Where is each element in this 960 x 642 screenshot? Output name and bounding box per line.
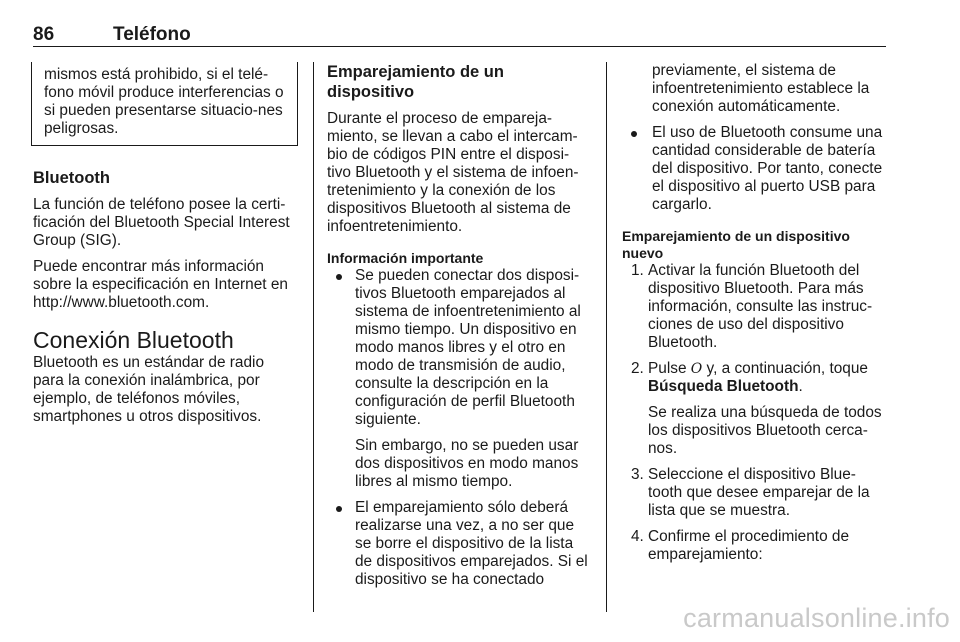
paragraph: La función de teléfono posee la certi-ficación del Bluetooth Special Interest Group (SIG). bbox=[33, 196, 290, 249]
column-right bbox=[622, 62, 886, 564]
list-item-text: El emparejamiento sólo deberá realizarse una vez, a no ser que se borre el dispositivo de la lista de dispositivos emparejados. Si el dispositivo se ha conectado bbox=[355, 499, 588, 588]
step-subtext: Se realiza una búsqueda de todos los dispositivos Bluetooth cerca-nos. bbox=[648, 404, 882, 457]
step-number: 3. bbox=[631, 466, 644, 483]
list-item bbox=[327, 499, 592, 589]
step-number: 1. bbox=[631, 262, 644, 279]
column-left bbox=[33, 62, 298, 426]
section-heading-emparejamiento: Emparejamiento de un dispositivo bbox=[327, 63, 504, 101]
menu-option-label: Búsqueda Bluetooth bbox=[648, 378, 799, 395]
bullet-icon bbox=[336, 506, 342, 512]
section-heading-bluetooth: Bluetooth bbox=[33, 169, 110, 187]
column-divider bbox=[313, 62, 314, 612]
step-number: 2. bbox=[631, 360, 644, 377]
page-title: Teléfono bbox=[113, 24, 191, 45]
list-item bbox=[327, 267, 592, 491]
list-item-subtext: Sin embargo, no se pueden usar dos dispositivos en modo manos libres al mismo tiempo. bbox=[355, 437, 579, 490]
step-item bbox=[622, 466, 886, 520]
subheading-info: Información importante bbox=[327, 250, 484, 266]
column-divider bbox=[606, 62, 607, 612]
warning-notice-box bbox=[31, 62, 298, 146]
paragraph: Puede encontrar más información sobre la especificación en Internet en http://www.bluetooth.com. bbox=[33, 258, 288, 311]
steps-list bbox=[622, 262, 886, 564]
notice-text: mismos está prohibido, si el telé-fono móvil produce interferencias o si pueden presentarse situacio-nes peligrosas. bbox=[44, 66, 284, 137]
paragraph: Durante el proceso de empareja-miento, se llevan a cabo el intercam-bio de códigos PIN entre el disposi-tivo Bluetooth y el sistema de infoen-tretenimiento y la conexión de los dispositivos Bluetooth al sistema de infoentretenimiento. bbox=[327, 110, 579, 235]
page-header bbox=[33, 22, 886, 47]
bullet-list bbox=[622, 62, 886, 214]
list-item-text: Se pueden conectar dos disposi-tivos Bluetooth emparejados al sistema de infoentretenimiento al mismo tiempo. Un dispositivo en modo manos libres y el otro en modo de transmisión de audio, consulte la descripción en la configuración de perfil Bluetooth siguiente. bbox=[355, 267, 581, 428]
step-text: Activar la función Bluetooth del dispositivo Bluetooth. Para más información, consulte las instruc-ciones de uso del dispositivo Bluetooth. bbox=[648, 262, 873, 351]
section-heading-conexion: Conexión Bluetooth bbox=[33, 327, 234, 353]
step-text: Seleccione el dispositivo Blue-tooth que desee emparejar de la lista que se muestra. bbox=[648, 466, 870, 519]
list-item-text: El uso de Bluetooth consume una cantidad considerable de batería del dispositivo. Por tanto, conecte el dispositivo al puerto USB para cargarlo. bbox=[652, 124, 883, 213]
column-middle bbox=[327, 62, 592, 589]
list-item bbox=[622, 124, 886, 214]
step-item bbox=[622, 360, 886, 458]
step-item bbox=[622, 528, 886, 564]
list-item-text: previamente, el sistema de infoentretenimiento establece la conexión automáticamente. bbox=[652, 62, 870, 115]
list-item bbox=[622, 62, 886, 116]
step-item bbox=[622, 262, 886, 352]
paragraph: Bluetooth es un estándar de radio para la conexión inalámbrica, por ejemplo, de teléfonos móviles, smartphones u otros dispositivos. bbox=[33, 354, 265, 425]
step-text: Confirme el procedimiento de emparejamiento: bbox=[648, 528, 850, 563]
step-number: 4. bbox=[631, 528, 644, 545]
subheading-pairing-new: Emparejamiento de un dispositivo nuevo bbox=[622, 228, 850, 261]
watermark: carmanualsonline.info bbox=[683, 603, 950, 633]
bullet-icon bbox=[631, 131, 637, 137]
bullet-icon bbox=[336, 274, 342, 280]
page-number: 86 bbox=[33, 24, 55, 45]
phone-icon: 𝑂 bbox=[690, 361, 703, 377]
bullet-list bbox=[327, 267, 592, 589]
step-text: Pulse 𝑂 y, a continuación, toque Búsqueda Bluetooth. bbox=[648, 360, 868, 395]
